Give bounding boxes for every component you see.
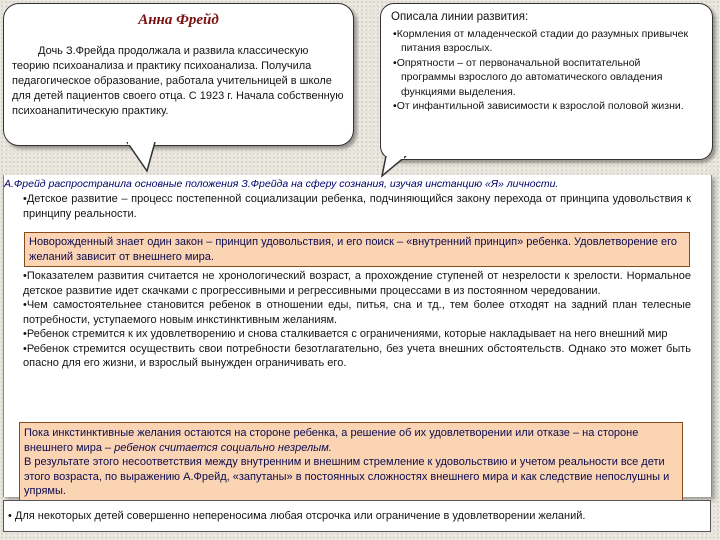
detail-item: •Ребенок стремится к их удовлетворению и снова сталкивается с ограничениями, которые накладывает на него внешний мир (23, 328, 668, 340)
callout-name: Анна Фрейд (138, 12, 219, 28)
detail-item: •Ребенок стремится осуществить свои потребности безотлагательно, без учета внешних обстоятельств. Однако это может быть опасно для его жизни, и взрослый вынужден ограничивать его. (23, 342, 691, 369)
bullet-icon: • (393, 100, 397, 113)
detail-item: •Чем самостоятельнее становится ребенок в отношении еды, питья, сна и тд., тем более отходят на задний план телесные потребности, уступаемого новым инкстинктивным желаниям. (23, 299, 691, 326)
development-lines-callout (380, 3, 713, 160)
bullet-icon: • (393, 56, 397, 69)
development-paragraph: •Детское развитие – процесс постепенной социализации ребенка, подчиняющийся закону перехода от принципа удовольствия к принципу реальности. (23, 193, 691, 220)
immaturity-text: Пока инкстинктивные желания остаются на стороне ребенка, а решение об их удовлетворении или отказе – на стороне внешнего мира – ребенок считается социально незрелым. (24, 427, 639, 454)
immaturity-emphasis: ребенок считается социально незрелым. (114, 441, 332, 454)
anna-freud-callout (3, 3, 354, 146)
list-item: •Опрятности – от первоначальной воспитательной программы взрослого до автоматического овладения функциями выделения. (393, 56, 663, 98)
bullet-icon: • (393, 28, 397, 40)
conflict-text: В результате этого несоответствия между внутренним и внешним стремление к удовольствию и учетом реальности все дети этого возраста, по выражению А.Фрейд, «запутаны» в постоянных сложностях внешнего мира и как следствие непослушны и упрямы. (24, 456, 670, 497)
social-immaturity-box (19, 422, 683, 502)
development-lines-list (393, 27, 698, 113)
list-item: •От инфантильной зависимости к взрослой половой жизни. (393, 100, 684, 113)
left-callout-tail (125, 142, 165, 176)
main-text-panel (3, 175, 712, 497)
list-item: •Кормления от младенческой стадии до разумных привычек питания взрослых. (393, 28, 689, 55)
main-headline: А.Фрейд распространила основные положения З.Фрейда на сферу сознания, изучая инстанцию «Я» личности. (4, 178, 559, 190)
development-lines-heading: Описала линии развития: (391, 11, 529, 23)
detail-item: •Показателем развития считается не хронологический возраст, а прохождение ступеней от незрелости к зрелости. Нормальное детское развитие идет скачками с прогрессивными и регрессивными процессами в из постоянном чередовании. (23, 270, 691, 297)
footer-note: • Для некоторых детей совершенно непереносима любая отсрочка или ограничение в удовлетворении желаний. (3, 500, 711, 532)
callout-bio: Дочь З.Фрейда продолжала и развила классическую теорию психоанализа и практику психоанализа. Получила педагогическое образование, работала учительницей в школе для детей пациентов своего отца. С 1923 г. Начала собственную психоанапитическую практику. (12, 45, 344, 117)
pleasure-principle-box: Новорожденный знает один закон – принцип удовольствия, и его поиск – «внутренний принцип» ребенка. Удовлетворение его желаний зависит от внешнего мира. (24, 232, 690, 267)
development-details (23, 269, 691, 371)
right-callout-tail (378, 156, 418, 180)
